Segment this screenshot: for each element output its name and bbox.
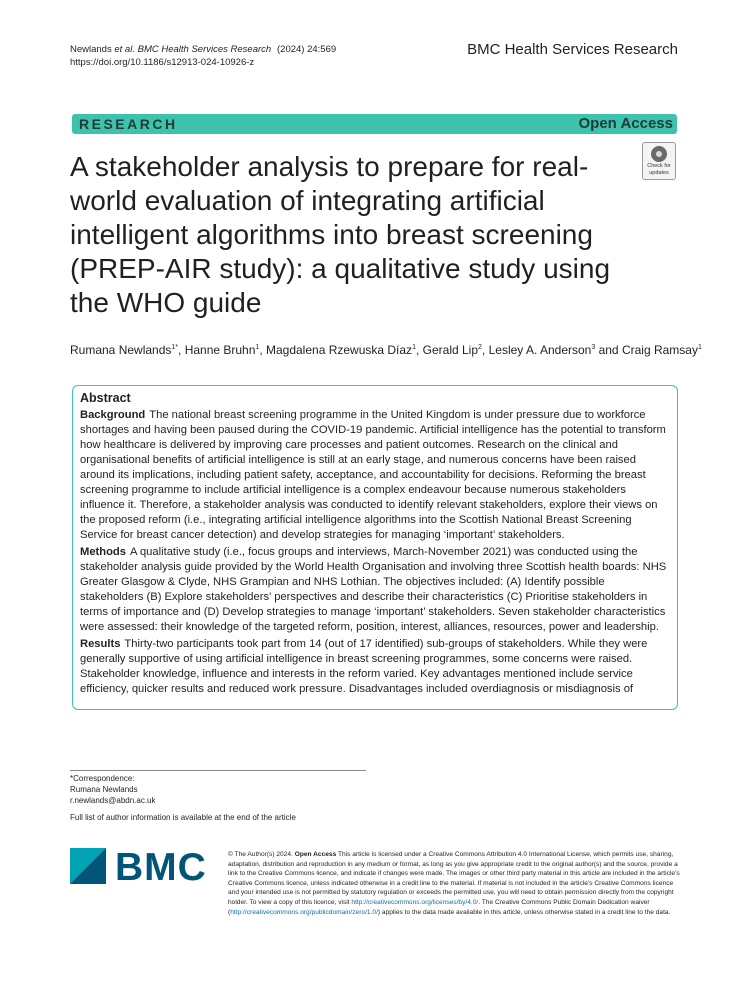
running-header bbox=[70, 43, 337, 69]
check-updates-icon bbox=[651, 146, 667, 162]
author-name: Magdalena Rzewuska Díaz bbox=[265, 343, 413, 357]
results-label: Results bbox=[80, 638, 121, 650]
journal-name: BMC Health Services Research bbox=[467, 41, 678, 58]
author-affiliation: 2 bbox=[478, 344, 482, 351]
author-affiliation: 3 bbox=[591, 344, 596, 351]
article-title: A stakeholder analysis to prepare for real-world evaluation of integrating artificial intelligent algorithms into breast screening (PREP-AIR study): a qualitative study using the WHO guide bbox=[70, 151, 611, 318]
correspondence-email[interactable]: r.newlands@abdn.ac.uk bbox=[70, 796, 156, 805]
article-type: RESEARCH bbox=[79, 116, 178, 132]
year-volume: (2024) 24:569 bbox=[277, 44, 337, 55]
author-affiliation: 1 bbox=[255, 344, 260, 351]
author-info-note: Full list of author information is available at the end of the article bbox=[70, 813, 296, 822]
check-for-updates-badge[interactable] bbox=[642, 142, 676, 180]
footnote-divider bbox=[70, 770, 366, 771]
article-type-banner bbox=[72, 114, 677, 134]
abstract-background bbox=[80, 408, 670, 543]
author-name: Rumana Newlands bbox=[70, 343, 172, 357]
abstract-results bbox=[80, 637, 670, 697]
results-text: Thirty-two participants took part from 14 (out of 17 identified) sub-groups of stakeholders. While they were generally supportive of using artificial intelligence in breast screening programmes, some concerns were raised. Stakeholder knowledge, influence and interests in the reform varied. Key advantages mentioned include service efficiency, quicker results and reduced work pressure. Disadvantages included overdiagnosis or misdiagnosis of bbox=[80, 638, 648, 695]
author-name: Craig Ramsay bbox=[621, 343, 698, 357]
bmc-logo-text: BMC bbox=[115, 846, 207, 889]
correspondence bbox=[70, 773, 156, 806]
correspondence-label: *Correspondence: bbox=[70, 774, 135, 783]
correspondence-name: Rumana Newlands bbox=[70, 785, 138, 794]
methods-label: Methods bbox=[80, 546, 126, 558]
license-statement: © The Author(s) 2024. Open Access This article is licensed under a Creative Commons Attribution 4.0 International License, which permits use, sharing, adaptation, distribution and reproduction in any medium or format, as long as you give appropriate credit to the original author(s) and the source, provide a link to the Creative Commons licence, and indicate if changes were made. The images or other third party material in this article are included in the article’s Creative Commons licence, unless indicated otherwise in a credit line to the material. If material is not included in the article’s Creative Commons licence and your intended use is not permitted by statutory regulation or exceeds the permitted use, you will need to obtain permission directly from the copyright holder. To view a copy of this licence, visit http://creativecommons.org/licenses/by/4.0/. The Creative Commons Public Domain Dedication waiver (http://creativecommons.org/publicdomain/zero/1.0/) applies to the data made available in this article, unless otherwise stated in a credit line to the data. bbox=[228, 851, 680, 916]
abstract-box bbox=[72, 385, 678, 710]
check-updates-line2: updates bbox=[649, 170, 669, 176]
check-updates-line1: Check for bbox=[647, 163, 671, 169]
author-list: Rumana Newlands$^{1*}$, Hanne Bruhn$^1$, Magdalena Rzewuska Díaz$^1$, Gerald Lip$^2$, Lesley A. Anderson$^3$ and Craig Ramsay$^1$ bbox=[70, 343, 702, 357]
author-affiliation: 1 bbox=[697, 344, 702, 351]
license-open-access: Open Access bbox=[294, 851, 337, 858]
abstract-heading: Abstract bbox=[80, 391, 131, 405]
author-name: Hanne Bruhn bbox=[184, 343, 256, 357]
author-affiliation: 1 bbox=[412, 344, 416, 351]
methods-text: A qualitative study (i.e., focus groups and interviews, March-November 2021) was conducted using the stakeholder analysis guide provided by the World Health Organisation and involving three Scottish health boards: NHS Greater Glasgow & Clyde, NHS Grampian and NHS Lothian. The objectives included: (A) Identify possible stakeholders (B) Explore stakeholders’ perspectives and describe their characteristics (C) Prioritise stakeholders in terms of importance and (D) Develop strategies to manage ‘important’ stakeholders. Seven stakeholder characteristics were assessed: their knowledge of the targeted reform, position, interest, alliances, resources, power and leadership. bbox=[80, 546, 667, 633]
abstract-methods bbox=[80, 545, 670, 635]
cc-zero-link[interactable]: http://creativecommons.org/publicdomain/zero/1.0/ bbox=[230, 908, 378, 916]
doi-link[interactable]: https://doi.org/10.1186/s12913-024-10926-z bbox=[70, 57, 255, 68]
open-access-label: Open Access bbox=[578, 115, 673, 132]
bmc-logo-icon bbox=[70, 848, 106, 884]
cc-by-link[interactable]: http://creativecommons.org/licenses/by/4.0/ bbox=[351, 898, 479, 906]
author-name: Lesley A. Anderson bbox=[488, 343, 592, 357]
journal-citation: Newlands et al. BMC Health Services Research bbox=[70, 44, 272, 55]
background-label: Background bbox=[80, 409, 146, 421]
background-text: The national breast screening programme in the United Kingdom is under pressure due to workforce shortages and having been paused during the COVID-19 pandemic. Artificial intelligence has the potential to transform how healthcare is delivered by improving care processes and patient outcomes. Research on the clinical and organisational benefits of artificial intelligence is still at an early stage, and numerous concerns have been raised around its implications, including patient safety, acceptance, and accountability for decisions. Reforming the breast screening programme to include artificial intelligence is a complex endeavour because numerous stakeholders influence it. Therefore, a stakeholder analysis was conducted to identify relevant stakeholders, explore their views on the proposed reform (i.e., integrating artificial intelligence algorithms into the Scottish National Breast Screening Service for breast cancer detection) and develop strategies for managing ‘important’ stakeholders. bbox=[80, 409, 666, 541]
bmc-logo bbox=[70, 846, 210, 889]
author-name: Gerald Lip bbox=[422, 343, 479, 357]
author-affiliation: 1* bbox=[171, 344, 179, 351]
